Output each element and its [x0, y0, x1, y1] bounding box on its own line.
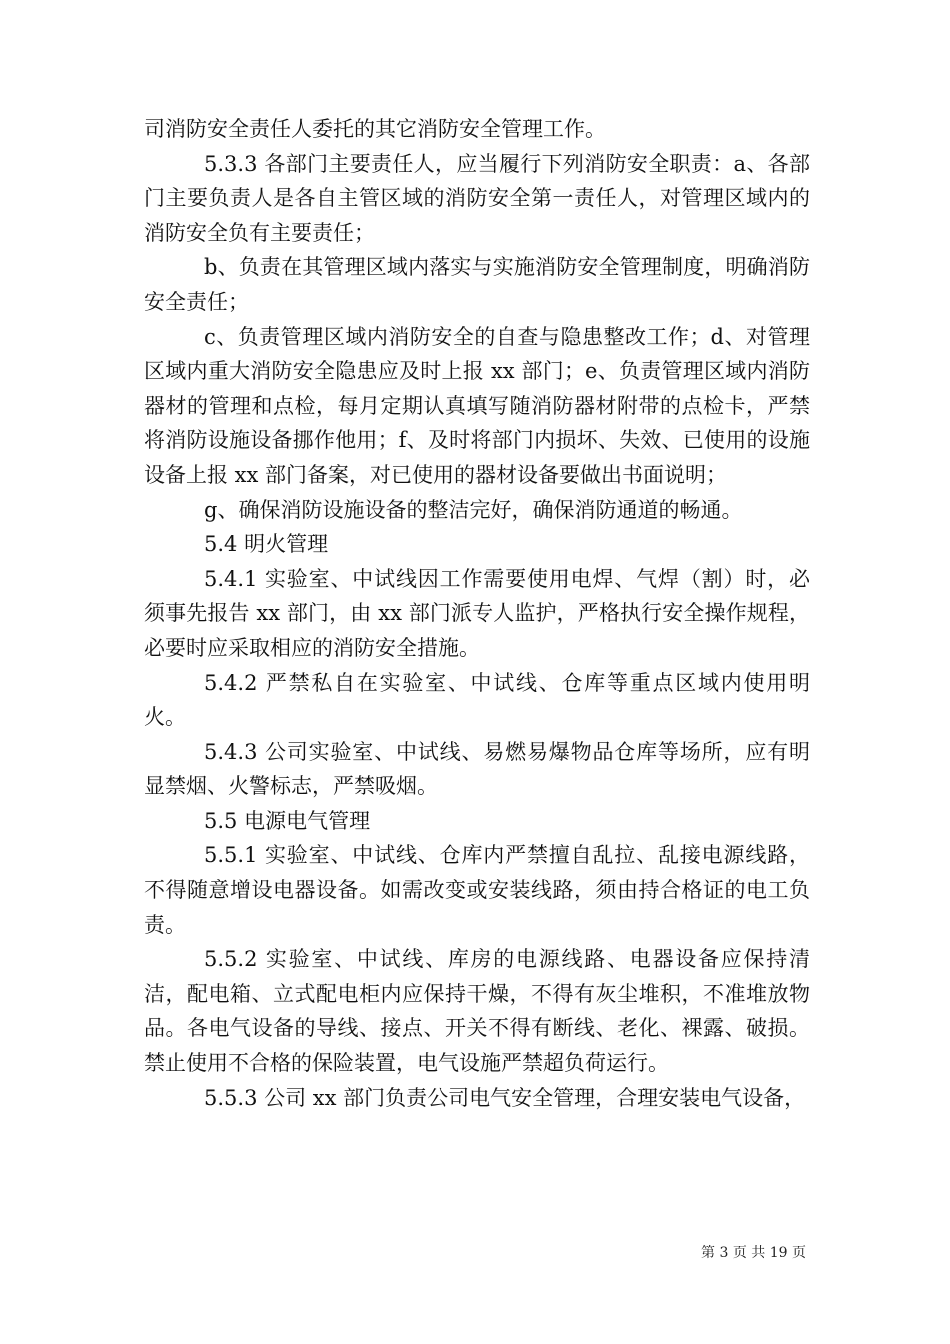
document-body — [144, 112, 810, 1115]
paragraph-5-5-1: 5.5.1 实验室、中试线、仓库内严禁擅自乱拉、乱接电源线路，不得随意增设电器设备。如需改变或安装线路，须由持合格证的电工负责。 — [144, 843, 810, 937]
page-number-footer: 第 3 页 共 19 页 — [701, 1245, 806, 1261]
paragraph-5-4-2: 5.4.2 严禁私自在实验室、中试线、仓库等重点区域内使用明火。 — [144, 670, 810, 730]
paragraph-5-3-3-c-f: c、负责管理区域内消防安全的自查与隐患整改工作；d、对管理区域内重大消防安全隐患应及时上报 xx 部门；e、负责管理区域内消防器材的管理和点检，每月定期认真填写随消防器材附带的点检卡，严禁将消防设施设备挪作他用；f、及时将部门内损坏、失效、已使用的设施设备上报 xx 部门备案，对已使用的器材设备要做出书面说明； — [144, 324, 810, 487]
section-heading-5-4: 5.4 明火管理 — [204, 532, 329, 557]
paragraph-5-4-1: 5.4.1 实验室、中试线因工作需要使用电焊、气焊（割）时，必须事先报告 xx 部门，由 xx 部门派专人监护，严格执行安全操作规程，必要时应采取相应的消防安全措施。 — [144, 566, 810, 660]
paragraph-continuation: 司消防安全责任人委托的其它消防安全管理工作。 — [144, 117, 606, 141]
section-heading-5-5: 5.5 电源电气管理 — [204, 808, 371, 833]
paragraph-5-4-3: 5.4.3 公司实验室、中试线、易燃易爆物品仓库等场所，应有明显禁烟、火警标志，严禁吸烟。 — [144, 739, 810, 799]
paragraph-5-3-3-g: g、确保消防设施设备的整洁完好，确保消防通道的畅通。 — [204, 497, 743, 522]
paragraph-5-5-2: 5.5.2 实验室、中试线、库房的电源线路、电器设备应保持清洁，配电箱、立式配电柜内应保持干燥，不得有灰尘堆积，不准堆放物品。各电气设备的导线、接点、开关不得有断线、老化、裸露、破损。禁止使用不合格的保险装置，电气设施严禁超负荷运行。 — [144, 947, 810, 1076]
paragraph-5-3-3-b: b、负责在其管理区域内落实与实施消防安全管理制度，明确消防安全责任； — [144, 255, 810, 314]
paragraph-5-3-3: 5.3.3 各部门主要责任人，应当履行下列消防安全职责：a、各部门主要负责人是各自主管区域的消防安全第一责任人，对管理区域内的消防安全负有主要责任； — [144, 151, 810, 245]
paragraph-5-5-3: 5.5.3 公司 xx 部门负责公司电气安全管理，合理安装电气设备， — [204, 1085, 806, 1110]
